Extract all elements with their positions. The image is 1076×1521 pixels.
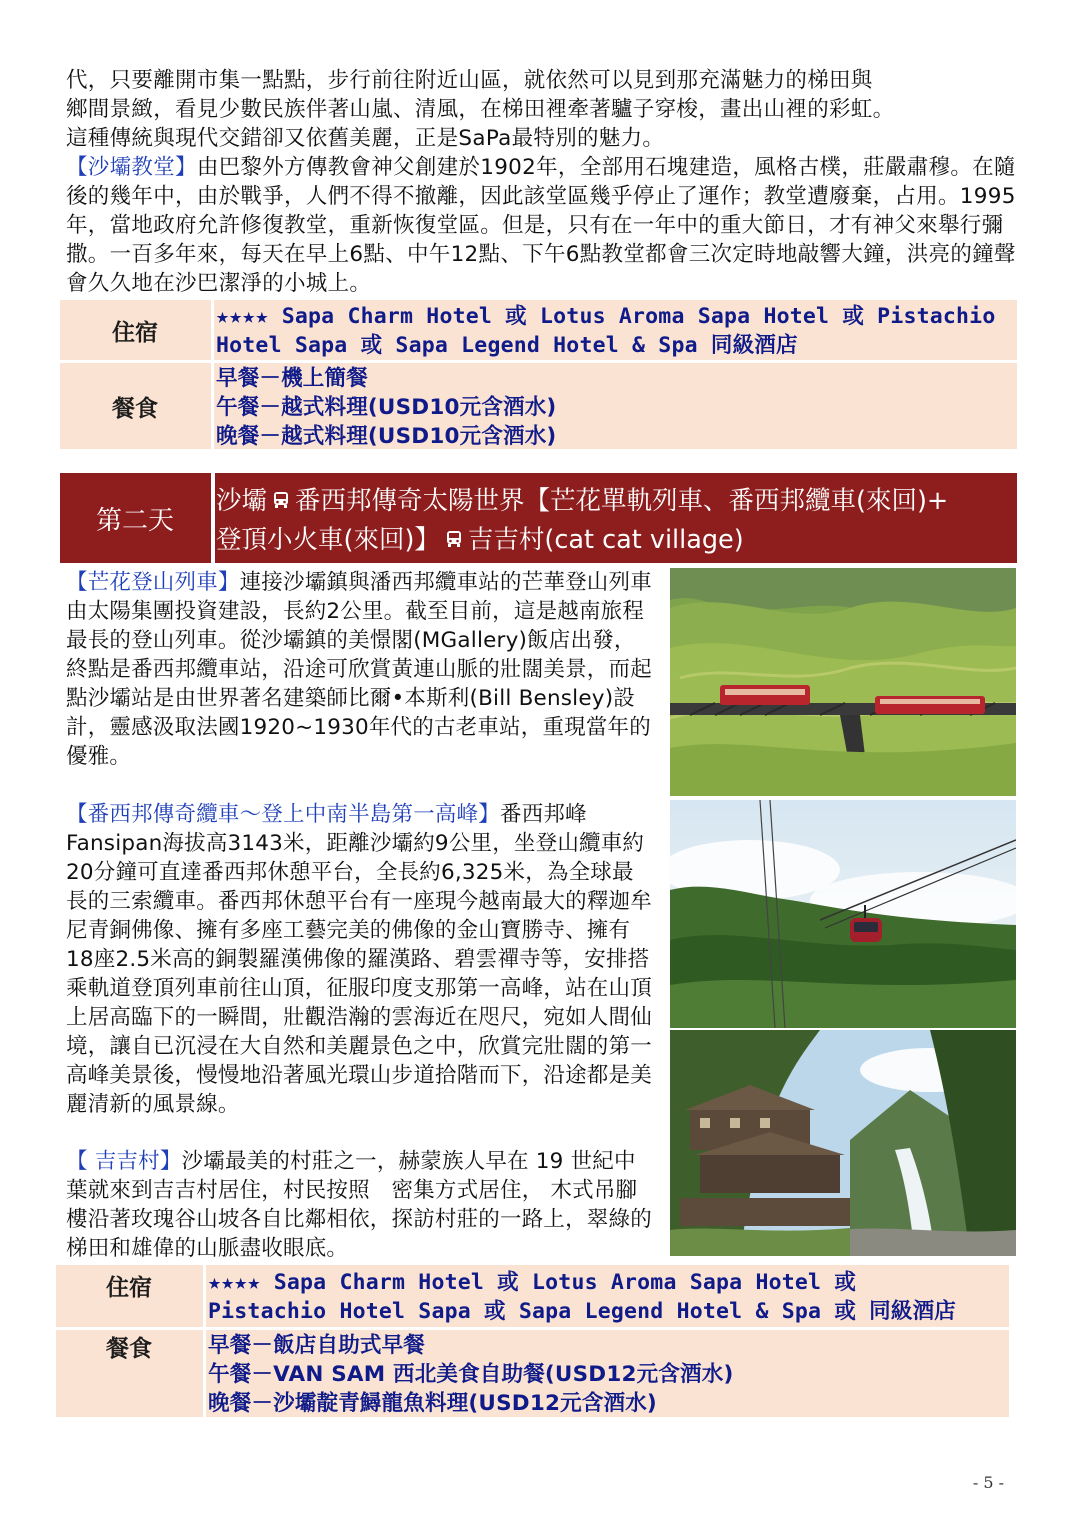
- village-photo: [670, 1030, 1016, 1256]
- hotel-line: ★★★★ Sapa Charm Hotel 或 Lotus Aroma Sapa Hotel 或 Pistachio: [216, 304, 996, 329]
- village-title: 【 吉吉村】: [66, 1149, 182, 1174]
- day2-lodging-label: 住宿: [56, 1265, 202, 1305]
- title-part: 登頂小火車(來回)】: [216, 525, 440, 555]
- day2-title: [216, 482, 1016, 560]
- church-paragraph: [66, 153, 1026, 298]
- header-divider: [211, 473, 215, 563]
- day1-lodging-label: 住宿: [60, 300, 210, 360]
- bus-icon: [444, 522, 464, 560]
- day1-lodging-value: [216, 302, 1016, 360]
- village-paragraph: [66, 1147, 652, 1263]
- intro-line: 代，只要離開市集一點點，步行前往附近山區，就依然可以見到那充滿魅力的梯田與: [66, 68, 873, 93]
- hotel-line: Hotel Sapa 或 Sapa Legend Hotel & Spa 同級酒店: [216, 333, 798, 358]
- church-text: 由巴黎外方傳教會神父創建於1902年，全部用石塊建造，風格古樸，莊嚴肅穆。在隨後的幾年中，由於戰爭，人們不得不撤離，因此該堂區幾乎停止了運作；教堂遭廢棄，占用。1995年，當地政府允許修復教堂，重新恢復堂區。但是，只有在一年中的重大節日，才有神父來舉行彌撒。一百多年來，每天在早上6點、中午12點、下午6點教堂都會三次定時地敲響大鐘，洪亮的鐘聲會久久地在沙巴潔淨的小城上。: [66, 155, 1016, 296]
- meal-dinner: 晚餐－沙壩靛青鱘龍魚料理(USD12元含酒水): [208, 1391, 657, 1416]
- village-text: 沙壩最美的村莊之一，赫蒙族人早在 19 世紀中葉就來到吉吉村居住，村民按照 密集方式居住， 木式吊腳樓沿著玫瑰谷山坡各自比鄰相依，探訪村莊的一路上，翠綠的梯田和雄偉的山脈盡收眼底。: [66, 1149, 652, 1261]
- day2-label: 第二天: [95, 505, 174, 536]
- bus-icon: [271, 483, 291, 521]
- day1-meals-value: [216, 364, 1016, 451]
- cable-car-photo: [670, 800, 1016, 1028]
- hotel-line: ★★★★ Sapa Charm Hotel 或 Lotus Aroma Sapa Hotel 或: [208, 1270, 857, 1295]
- title-part: 沙壩: [216, 486, 268, 516]
- intro-line: 這種傳統與現代交錯卻又依舊美麗，正是SaPa最特別的魅力。: [66, 126, 665, 151]
- day2-meals-value: [208, 1331, 1008, 1418]
- cable-paragraph: [66, 800, 652, 1119]
- title-part: 吉吉村(cat cat village): [467, 525, 744, 555]
- table-divider: [211, 363, 214, 449]
- meal-lunch: 午餐－VAN SAM 西北美食自助餐(USD12元含酒水): [208, 1362, 734, 1387]
- table-divider: [203, 1330, 206, 1417]
- intro-paragraph: [66, 66, 1026, 153]
- cable-text: 番西邦峰 Fansipan海拔高3143米，距離沙壩約9公里，坐登山纜車約20分鐘可直達番西邦休憩平台，全長約6,325米，為全球最長的三索纜車。番西邦休憩平台有一座現今越南最大的釋迦牟尼青銅佛像、擁有多座工藝完美的佛像的金山寶勝寺、擁有18座2.5米高的銅製羅漢佛像的羅漢路、碧雲禪寺等，安排搭乘軌道登頂列車前往山頂，征服印度支那第一高峰，站在山頂上居高臨下的一瞬間，壯觀浩瀚的雲海近在咫尺，宛如人間仙境，讓自已沉浸在大自然和美麗景色之中，欣賞完壯闊的第一高峰美景後，慢慢地沿著風光環山步道拾階而下，沿途都是美麗清新的風景線。: [66, 802, 652, 1117]
- title-part: 番西邦傳奇太陽世界【芒花單軌列車、番西邦纜車(來回)+: [295, 486, 949, 516]
- meal-breakfast: 早餐－機上簡餐: [216, 366, 368, 391]
- day1-meals-label: 餐食: [60, 363, 210, 449]
- meal-dinner: 晚餐－越式料理(USD10元含酒水): [216, 424, 557, 449]
- cable-title: 【番西邦傳奇纜車～登上中南半島第一高峰】: [66, 802, 501, 827]
- meal-breakfast: 早餐－飯店自助式早餐: [208, 1333, 426, 1358]
- page-number: - 5 -: [972, 1473, 1004, 1492]
- train-text: 連接沙壩鎮與潘西邦纜車站的芒華登山列車由太陽集團投資建設，長約2公里。截至目前，這是越南旅程最長的登山列車。從沙壩鎮的美憬閣(MGallery)飯店出發，終點是番西邦纜車站，沿途可欣賞黃連山脈的壯闊美景，而起點沙壩站是由世界著名建築師比爾•本斯利(Bill Bensley)設計，靈感汲取法國1920~1930年代的古老車站，重現當年的優雅。: [66, 570, 652, 769]
- train-title: 【芒花登山列車】: [66, 570, 240, 595]
- intro-line: 鄉間景緻，看見少數民族伴著山嵐、清風，在梯田裡牽著驢子穿梭，畫出山裡的彩虹。: [66, 97, 895, 122]
- meal-lunch: 午餐－越式料理(USD10元含酒水): [216, 395, 557, 420]
- hotel-line: Pistachio Hotel Sapa 或 Sapa Legend Hotel & Spa 或 同級酒店: [208, 1299, 956, 1324]
- train-paragraph: [66, 568, 652, 771]
- day2-header: [60, 473, 1017, 563]
- day2-lodging-value: [208, 1268, 1008, 1326]
- train-photo: [670, 568, 1016, 796]
- day2-meals-label: 餐食: [56, 1330, 202, 1362]
- church-title: 【沙壩教堂】: [66, 155, 197, 180]
